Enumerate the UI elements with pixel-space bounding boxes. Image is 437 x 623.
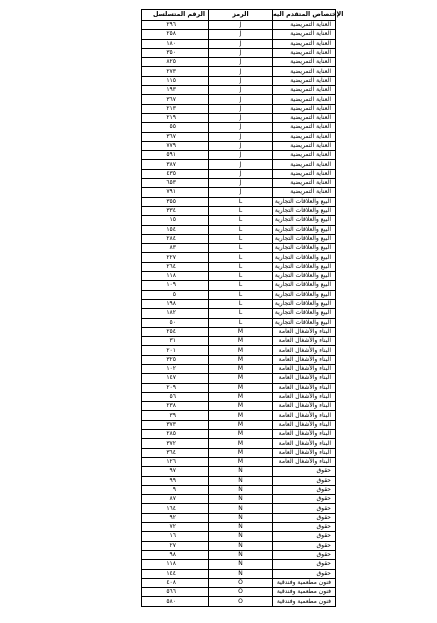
serial-cell: ١٤٤ — [142, 569, 209, 578]
table-row — [142, 560, 336, 569]
table-row — [142, 430, 336, 439]
applicants-table — [141, 9, 344, 607]
serial-cell: ٣٦٤ — [142, 448, 209, 457]
symbol-cell: M — [209, 374, 273, 383]
table-row — [142, 392, 336, 401]
specialty-cell: البيع والعلاقات التجارية — [273, 253, 336, 262]
specialty-cell: العناية التمريضية — [273, 179, 336, 188]
table-row — [142, 39, 336, 48]
serial-cell: ١٦٤ — [142, 504, 209, 513]
table-row — [142, 383, 336, 392]
serial-cell: ٣٧٢ — [142, 439, 209, 448]
serial-cell: ٥٦ — [142, 392, 209, 401]
specialty-cell: العناية التمريضية — [273, 76, 336, 85]
serial-cell: ٢٨٥ — [142, 430, 209, 439]
specialty-cell: البيع والعلاقات التجارية — [273, 234, 336, 243]
table-row — [142, 272, 336, 281]
serial-cell: ١٩٨ — [142, 299, 209, 308]
table-row — [142, 104, 336, 113]
specialty-cell: العناية التمريضية — [273, 104, 336, 113]
table-row — [142, 578, 336, 587]
serial-cell: ١١٨ — [142, 560, 209, 569]
serial-cell: ٢٩٦ — [142, 21, 209, 30]
symbol-cell: J — [209, 169, 273, 178]
specialty-cell: البيع والعلاقات التجارية — [273, 206, 336, 215]
table-body — [142, 21, 336, 607]
symbol-cell: J — [209, 95, 273, 104]
symbol-cell: J — [209, 160, 273, 169]
table-row — [142, 281, 336, 290]
serial-cell: ٣٦٧ — [142, 95, 209, 104]
table-row — [142, 58, 336, 67]
serial-cell: ٤٠٨ — [142, 578, 209, 587]
symbol-cell: L — [209, 309, 273, 318]
specialty-cell: البناء والأشغال العامة — [273, 439, 336, 448]
symbol-cell: O — [209, 578, 273, 587]
table-row — [142, 532, 336, 541]
serial-cell: ١٤٧ — [142, 374, 209, 383]
serial-cell: ٢٦٤ — [142, 262, 209, 271]
serial-cell: ٣٥٠ — [142, 48, 209, 57]
specialty-cell: البيع والعلاقات التجارية — [273, 225, 336, 234]
specialty-cell: البيع والعلاقات التجارية — [273, 272, 336, 281]
serial-cell: ٨٢٥ — [142, 58, 209, 67]
specialty-cell: العناية التمريضية — [273, 86, 336, 95]
serial-cell: ٤٣٥ — [142, 169, 209, 178]
specialty-cell: البيع والعلاقات التجارية — [273, 309, 336, 318]
table-row — [142, 76, 336, 85]
table-row — [142, 234, 336, 243]
serial-cell: ٣٣٤ — [142, 206, 209, 215]
symbol-cell: J — [209, 39, 273, 48]
header-serial-number: الرقم المتسلسل — [142, 10, 209, 21]
serial-cell: ٧٧٩ — [142, 141, 209, 150]
table-row — [142, 21, 336, 30]
table-row — [142, 253, 336, 262]
specialty-cell: البناء والأشغال العامة — [273, 327, 336, 336]
symbol-cell: J — [209, 21, 273, 30]
symbol-cell: J — [209, 141, 273, 150]
symbol-cell: N — [209, 513, 273, 522]
specialty-cell: العناية التمريضية — [273, 160, 336, 169]
symbol-cell: L — [209, 318, 273, 327]
table-row — [142, 86, 336, 95]
table-row — [142, 569, 336, 578]
serial-cell: ١١٥ — [142, 76, 209, 85]
specialty-cell: البناء والأشغال العامة — [273, 430, 336, 439]
specialty-cell: البناء والأشغال العامة — [273, 402, 336, 411]
symbol-cell: O — [209, 597, 273, 606]
serial-cell: ١٢٦ — [142, 457, 209, 466]
table-row — [142, 309, 336, 318]
symbol-cell: N — [209, 569, 273, 578]
serial-cell: ١٠٢ — [142, 364, 209, 373]
symbol-cell: N — [209, 476, 273, 485]
serial-cell: ٥٦٦ — [142, 588, 209, 597]
symbol-cell: N — [209, 495, 273, 504]
table-row — [142, 374, 336, 383]
specialty-cell: العناية التمريضية — [273, 21, 336, 30]
symbol-cell: M — [209, 439, 273, 448]
table-row — [142, 355, 336, 364]
table-row — [142, 244, 336, 253]
symbol-cell: M — [209, 327, 273, 336]
serial-cell: ٩ — [142, 485, 209, 494]
symbol-cell: M — [209, 402, 273, 411]
table-row — [142, 132, 336, 141]
symbol-cell: L — [209, 197, 273, 206]
specialty-cell: البناء والأشغال العامة — [273, 337, 336, 346]
table-row — [142, 123, 336, 132]
table-row — [142, 485, 336, 494]
specialty-cell: حقوق — [273, 476, 336, 485]
specialty-cell: العناية التمريضية — [273, 39, 336, 48]
specialty-cell: البيع والعلاقات التجارية — [273, 290, 336, 299]
table-row — [142, 216, 336, 225]
serial-cell: ١٠٩ — [142, 281, 209, 290]
table-row — [142, 448, 336, 457]
specialty-cell: العناية التمريضية — [273, 30, 336, 39]
specialty-cell: حقوق — [273, 504, 336, 513]
specialty-cell: البيع والعلاقات التجارية — [273, 281, 336, 290]
table-row — [142, 327, 336, 336]
serial-cell: ٣٩ — [142, 411, 209, 420]
specialty-cell: البناء والأشغال العامة — [273, 420, 336, 429]
table-row — [142, 318, 336, 327]
symbol-cell: L — [209, 290, 273, 299]
specialty-cell: حقوق — [273, 541, 336, 550]
specialty-cell: البيع والعلاقات التجارية — [273, 216, 336, 225]
serial-cell: ٩٧ — [142, 467, 209, 476]
table-row — [142, 113, 336, 122]
serial-cell: ٢٠٩ — [142, 383, 209, 392]
symbol-cell: M — [209, 355, 273, 364]
serial-cell: ٢٢٧ — [142, 253, 209, 262]
serial-cell: ٥٠ — [142, 318, 209, 327]
table-row — [142, 169, 336, 178]
symbol-cell: J — [209, 76, 273, 85]
table-row — [142, 337, 336, 346]
serial-cell: ٢٧٣ — [142, 67, 209, 76]
table-row — [142, 513, 336, 522]
serial-cell: ٧٢ — [142, 523, 209, 532]
specialty-cell: حقوق — [273, 550, 336, 559]
table-row — [142, 364, 336, 373]
table-row — [142, 346, 336, 355]
symbol-cell: J — [209, 151, 273, 160]
serial-cell: ٩٢ — [142, 513, 209, 522]
serial-cell: ٢٨٤ — [142, 234, 209, 243]
table-row — [142, 541, 336, 550]
table-row — [142, 467, 336, 476]
symbol-cell: M — [209, 420, 273, 429]
header-symbol: الرمز — [209, 10, 273, 21]
symbol-cell: M — [209, 411, 273, 420]
table-row — [142, 457, 336, 466]
serial-cell: ٣٧٣ — [142, 420, 209, 429]
specialty-cell: حقوق — [273, 495, 336, 504]
table-row — [142, 206, 336, 215]
table-row — [142, 30, 336, 39]
serial-cell: ١١٨ — [142, 272, 209, 281]
table-row — [142, 67, 336, 76]
symbol-cell: L — [209, 299, 273, 308]
specialty-cell: البناء والأشغال العامة — [273, 457, 336, 466]
specialty-cell: البناء والأشغال العامة — [273, 448, 336, 457]
specialty-cell: حقوق — [273, 485, 336, 494]
symbol-cell: M — [209, 383, 273, 392]
table-row — [142, 141, 336, 150]
serial-cell: ١٦ — [142, 532, 209, 541]
table-row — [142, 290, 336, 299]
specialty-cell: العناية التمريضية — [273, 123, 336, 132]
symbol-cell: N — [209, 560, 273, 569]
symbol-cell: J — [209, 132, 273, 141]
results-sheet — [141, 9, 344, 607]
serial-cell: ١٨٠ — [142, 39, 209, 48]
serial-cell: ٢٣٨ — [142, 402, 209, 411]
table-row — [142, 179, 336, 188]
specialty-cell: العناية التمريضية — [273, 188, 336, 197]
serial-cell: ٢٥٤ — [142, 327, 209, 336]
serial-cell: ٢٧ — [142, 541, 209, 550]
symbol-cell: N — [209, 523, 273, 532]
serial-cell: ١٥٤ — [142, 225, 209, 234]
serial-cell: ٥٨٠ — [142, 597, 209, 606]
specialty-cell: حقوق — [273, 467, 336, 476]
specialty-cell: حقوق — [273, 523, 336, 532]
table-row — [142, 597, 336, 606]
serial-cell: ٥٩١ — [142, 151, 209, 160]
table-row — [142, 225, 336, 234]
specialty-cell: البناء والأشغال العامة — [273, 346, 336, 355]
symbol-cell: J — [209, 86, 273, 95]
symbol-cell: J — [209, 123, 273, 132]
serial-cell: ٢١٣ — [142, 104, 209, 113]
symbol-cell: J — [209, 48, 273, 57]
specialty-cell: حقوق — [273, 560, 336, 569]
symbol-cell: J — [209, 30, 273, 39]
table-row — [142, 95, 336, 104]
header-specialty: الإختصاص المتقدم اليه — [273, 10, 336, 21]
specialty-cell: البيع والعلاقات التجارية — [273, 299, 336, 308]
table-row — [142, 495, 336, 504]
specialty-cell: العناية التمريضية — [273, 67, 336, 76]
serial-cell: ٣٨٧ — [142, 160, 209, 169]
symbol-cell: L — [209, 234, 273, 243]
serial-cell: ١٩٣ — [142, 86, 209, 95]
symbol-cell: M — [209, 392, 273, 401]
symbol-cell: M — [209, 430, 273, 439]
specialty-cell: البناء والأشغال العامة — [273, 364, 336, 373]
table-row — [142, 504, 336, 513]
serial-cell: ٦٥٣ — [142, 179, 209, 188]
table-row — [142, 48, 336, 57]
symbol-cell: L — [209, 206, 273, 215]
serial-cell: ٥٥ — [142, 123, 209, 132]
table-row — [142, 188, 336, 197]
specialty-cell: العناية التمريضية — [273, 169, 336, 178]
serial-cell: ٩٨ — [142, 550, 209, 559]
specialty-cell: حقوق — [273, 532, 336, 541]
specialty-cell: العناية التمريضية — [273, 151, 336, 160]
specialty-cell: البناء والأشغال العامة — [273, 392, 336, 401]
symbol-cell: L — [209, 244, 273, 253]
table-row — [142, 197, 336, 206]
table-row — [142, 476, 336, 485]
specialty-cell: البيع والعلاقات التجارية — [273, 318, 336, 327]
specialty-cell: العناية التمريضية — [273, 58, 336, 67]
serial-cell: ٨٣ — [142, 244, 209, 253]
serial-cell: ٣٥٥ — [142, 197, 209, 206]
symbol-cell: J — [209, 67, 273, 76]
specialty-cell: البيع والعلاقات التجارية — [273, 197, 336, 206]
symbol-cell: M — [209, 364, 273, 373]
specialty-cell: العناية التمريضية — [273, 48, 336, 57]
serial-cell: ٥ — [142, 290, 209, 299]
symbol-cell: N — [209, 485, 273, 494]
specialty-cell: فنون مطعمية وفندقية — [273, 597, 336, 606]
symbol-cell: J — [209, 104, 273, 113]
symbol-cell: M — [209, 337, 273, 346]
table-row — [142, 550, 336, 559]
serial-cell: ٢٠١ — [142, 346, 209, 355]
specialty-cell: العناية التمريضية — [273, 113, 336, 122]
specialty-cell: فنون مطعمية وفندقية — [273, 588, 336, 597]
specialty-cell: العناية التمريضية — [273, 141, 336, 150]
serial-cell: ٣١ — [142, 337, 209, 346]
symbol-cell: N — [209, 504, 273, 513]
serial-cell: ٢١٩ — [142, 113, 209, 122]
symbol-cell: M — [209, 457, 273, 466]
serial-cell: ٣٦٧ — [142, 132, 209, 141]
symbol-cell: L — [209, 262, 273, 271]
serial-cell: ١٨٢ — [142, 309, 209, 318]
serial-cell: ٣٢٥ — [142, 355, 209, 364]
table-row — [142, 402, 336, 411]
symbol-cell: L — [209, 225, 273, 234]
symbol-cell: J — [209, 188, 273, 197]
table-row — [142, 588, 336, 597]
table-row — [142, 151, 336, 160]
symbol-cell: N — [209, 550, 273, 559]
serial-cell: ٨٧ — [142, 495, 209, 504]
table-header-row — [142, 10, 336, 21]
table-row — [142, 411, 336, 420]
specialty-cell: حقوق — [273, 569, 336, 578]
symbol-cell: J — [209, 113, 273, 122]
table-row — [142, 262, 336, 271]
symbol-cell: M — [209, 346, 273, 355]
symbol-cell: N — [209, 541, 273, 550]
serial-cell: ١٥ — [142, 216, 209, 225]
specialty-cell: البناء والأشغال العامة — [273, 355, 336, 364]
symbol-cell: N — [209, 532, 273, 541]
symbol-cell: J — [209, 179, 273, 188]
specialty-cell: العناية التمريضية — [273, 132, 336, 141]
symbol-cell: N — [209, 467, 273, 476]
specialty-cell: البيع والعلاقات التجارية — [273, 262, 336, 271]
symbol-cell: L — [209, 216, 273, 225]
specialty-cell: فنون مطعمية وفندقية — [273, 578, 336, 587]
table-row — [142, 420, 336, 429]
serial-cell: ٩٩ — [142, 476, 209, 485]
specialty-cell: البناء والأشغال العامة — [273, 374, 336, 383]
specialty-cell: العناية التمريضية — [273, 95, 336, 104]
table-row — [142, 160, 336, 169]
symbol-cell: M — [209, 448, 273, 457]
symbol-cell: L — [209, 281, 273, 290]
table-row — [142, 299, 336, 308]
symbol-cell: L — [209, 272, 273, 281]
symbol-cell: O — [209, 588, 273, 597]
symbol-cell: L — [209, 253, 273, 262]
specialty-cell: حقوق — [273, 513, 336, 522]
serial-cell: ٧٩١ — [142, 188, 209, 197]
specialty-cell: البناء والأشغال العامة — [273, 411, 336, 420]
table-row — [142, 523, 336, 532]
table-row — [142, 439, 336, 448]
symbol-cell: J — [209, 58, 273, 67]
serial-cell: ٢٥٨ — [142, 30, 209, 39]
specialty-cell: البناء والأشغال العامة — [273, 383, 336, 392]
specialty-cell: البيع والعلاقات التجارية — [273, 244, 336, 253]
